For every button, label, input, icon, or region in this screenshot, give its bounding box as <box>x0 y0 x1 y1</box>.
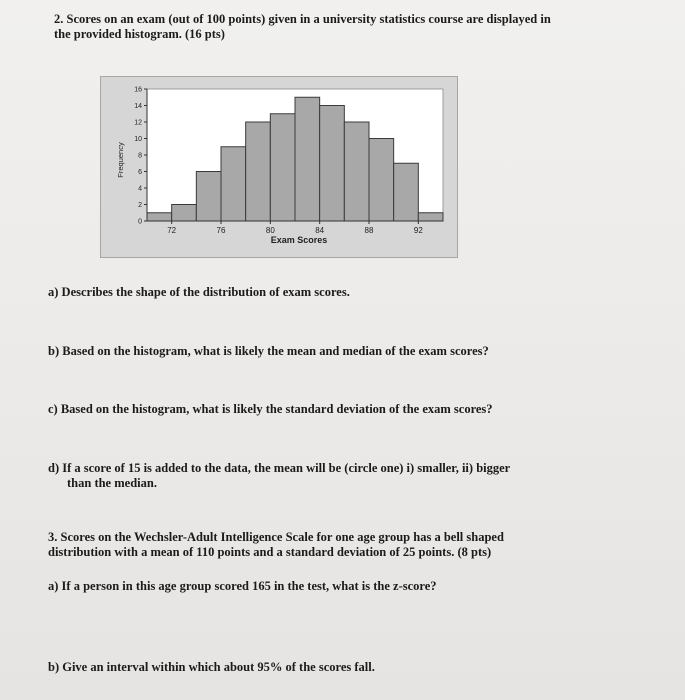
x-axis-label: Exam Scores <box>270 235 328 245</box>
question-2-line-2: the provided histogram. (16 pts) <box>54 27 225 41</box>
question-2c: c) Based on the histogram, what is likely the standard deviation of the exam scores? <box>48 402 493 416</box>
histogram-bar <box>394 163 419 221</box>
x-tick-label: 76 <box>216 226 226 235</box>
y-tick-label: 0 <box>138 218 142 226</box>
question-3a: a) If a person in this age group scored 165 in the test, what is the z-score? <box>48 579 437 593</box>
question-2 <box>54 12 614 42</box>
y-tick-label: 12 <box>134 119 142 127</box>
histogram-frame <box>100 76 458 258</box>
question-2a: a) Describes the shape of the distribution of exam scores. <box>48 285 350 299</box>
y-tick-label: 8 <box>138 152 142 160</box>
question-3 <box>48 530 568 560</box>
x-tick-label: 80 <box>265 226 275 235</box>
histogram-bar <box>147 213 172 221</box>
histogram-chart <box>101 77 457 257</box>
histogram-bar <box>320 106 345 222</box>
histogram-bar <box>172 205 197 222</box>
x-tick-label: 88 <box>364 226 374 235</box>
y-tick-label: 14 <box>134 103 142 110</box>
question-2d-line-1: d) If a score of 15 is added to the data, the mean will be (circle one) i) smaller, ii) bigger <box>48 461 511 475</box>
histogram-bar <box>344 122 369 221</box>
histogram-bar <box>369 139 394 222</box>
y-axis-label: Frequency <box>116 142 125 178</box>
question-3-line-1: 3. Scores on the Wechsler-Adult Intelligence Scale for one age group has a bell shaped <box>48 530 504 544</box>
histogram-bar <box>246 122 271 221</box>
question-2-line-1: 2. Scores on an exam (out of 100 points) given in a university statistics course are displayed in <box>54 12 551 26</box>
question-3b: b) Give an interval within which about 95% of the scores fall. <box>48 660 375 674</box>
y-tick-label: 10 <box>134 136 142 143</box>
question-3-line-2: distribution with a mean of 110 points and a standard deviation of 25 points. (8 pts) <box>48 545 492 559</box>
histogram-bar <box>221 147 246 221</box>
y-tick-label: 16 <box>134 86 142 94</box>
x-tick-label: 92 <box>413 226 423 235</box>
question-2d <box>48 461 568 491</box>
histogram-bar <box>295 97 320 221</box>
y-tick-label: 4 <box>138 185 142 193</box>
x-tick-label: 84 <box>315 226 325 235</box>
y-tick-label: 2 <box>138 202 142 209</box>
question-2b: b) Based on the histogram, what is likely the mean and median of the exam scores? <box>48 344 489 358</box>
question-2d-line-2: than the median. <box>67 476 157 490</box>
y-tick-label: 6 <box>138 169 142 176</box>
histogram-bar <box>270 114 295 221</box>
histogram-bar <box>418 213 443 221</box>
histogram-bar <box>196 172 221 222</box>
x-tick-label: 72 <box>167 226 177 235</box>
